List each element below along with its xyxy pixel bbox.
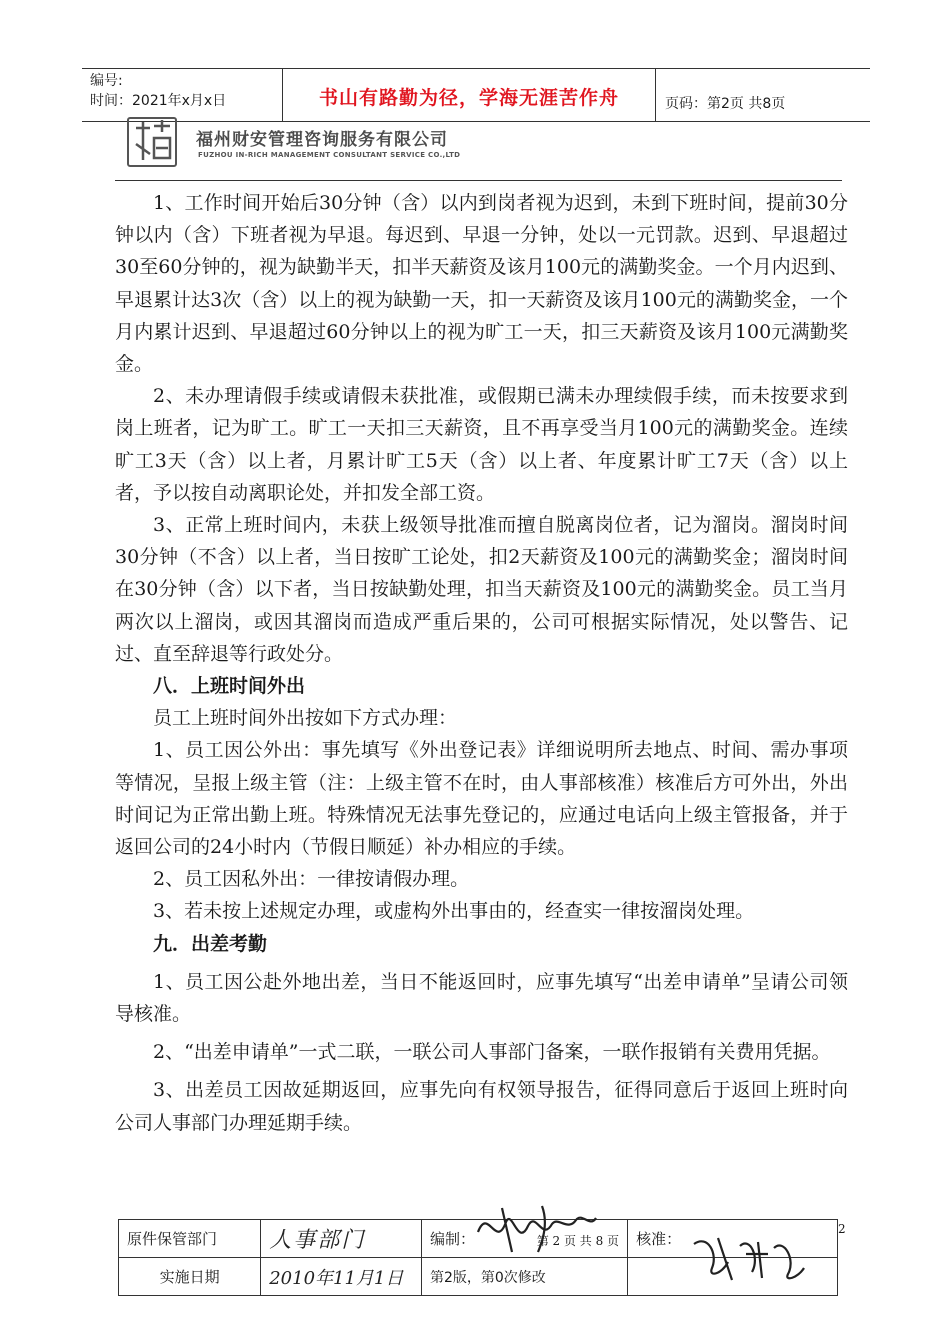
editor-signature-icon	[472, 1202, 602, 1256]
document-body	[115, 187, 848, 1139]
revision-cell	[421, 1258, 627, 1296]
approve-label: 核准：	[636, 1230, 682, 1248]
company-logo-icon	[126, 114, 178, 170]
paragraph-private-out: 2、员工因私外出：一律按请假办理。	[153, 868, 470, 891]
editor-cell	[421, 1220, 627, 1258]
header-rule	[115, 180, 842, 181]
footer-page-note: 第 2 页 共 8 页	[536, 1234, 620, 1248]
paragraph-late-early: 1、工作时间开始后30分钟（含）以内到岗者视为迟到，未到下班时间，提前30分钟以内（含）下班者视为早退。每迟到、早退一分钟，处以一元罚款。迟到、早退超过30至60分钟的，视为缺勤半天，扣半天薪资及该月100元的满勤奖金。一个月内迟到、早退累计达3次（含）以上的视为缺勤一天，扣一天薪资及该月100元的满勤奖金，一个月内累计迟到、早退超过60分钟以上的视为旷工一天，扣三天薪资及该月100元满勤奖金。	[115, 192, 848, 376]
header-page-cell	[655, 69, 870, 121]
custody-value-handwritten: 人事部门	[269, 1228, 366, 1253]
paragraph-business-trip: 1、员工因公赴外地出差，当日不能返回时，应事先填写“出差申请单”呈请公司领导核准。	[115, 970, 848, 1026]
custody-label: 原件保管部门	[119, 1220, 261, 1258]
approve-signature-icon	[688, 1224, 808, 1288]
custody-value-cell	[261, 1220, 422, 1258]
paragraph-leave-post: 3、正常上班时间内，未获上级领导批准而擅自脱离岗位者，记为溜岗。溜岗时间30分钟（不含）以上者，当日按旷工论处，扣2天薪资及100元的满勤奖金；溜岗时间在30分钟（含）以下者，当日按缺勤处理，扣当天薪资及100元的满勤奖金。员工当月两次以上溜岗，或因其溜岗而造成严重后果的，公司可根据实际情况，处以警告、记过、直至辞退等行政处分。	[115, 514, 848, 665]
date-value-handwritten: 2010年11月1日	[269, 1267, 404, 1289]
date-label: 实施日期	[119, 1258, 261, 1296]
header-table	[82, 68, 870, 122]
footer-row-1	[119, 1220, 838, 1258]
revision-text: 第2版，第0次修改	[429, 1269, 546, 1286]
page-info: 页码：第2页 共8页	[665, 96, 786, 112]
paragraph-trip-delay: 3、出差员工因故延期返回，应事先向有权领导报告，征得同意后于返回上班时向公司人事部门办理延期手续。	[115, 1079, 848, 1134]
paragraph-violation: 3、若未按上述规定办理，或虚构外出事由的，经查实一律按溜岗处理。	[153, 900, 755, 923]
motto-text: 书山有路勤为径，学海无涯苦作舟	[318, 87, 619, 109]
header-motto-cell	[282, 69, 656, 121]
company-name-en: FUZHOU IN-RICH MANAGEMENT CONSULTANT SERVICE CO.,LTD	[198, 151, 461, 159]
section-heading-8: 八．上班时间外出	[153, 675, 306, 698]
approve-cell	[628, 1220, 838, 1258]
paragraph-business-out: 1、员工因公外出：事先填写《外出登记表》详细说明所去地点、时间、需办事项等情况，呈报上级主管（注：上级主管不在时，由人事部核准）核准后方可外出，外出时间记为正常出勤上班。特殊情况无法事先登记的，应通过电话向上级主管报备，并于返回公司的24小时内（节假日顺延）补办相应的手续。	[115, 739, 848, 859]
document-time-label: 时间：2021年x月x日	[90, 93, 227, 109]
date-value-cell	[261, 1258, 422, 1296]
corner-page-number: 2	[838, 1222, 846, 1236]
section-heading-9: 九．出差考勤	[153, 932, 268, 955]
document-number-label: 编号:	[90, 73, 123, 89]
paragraph-absence: 2、未办理请假手续或请假未获批准，或假期已满未办理续假手续，而未按要求到岗上班者，记为旷工。旷工一天扣三天薪资，且不再享受当月100元的满勤奖金。连续旷工3天（含）以上者，月累计旷工5天（含）以上者、年度累计旷工7天（含）以上者，予以按自动离职论处，并扣发全部工资。	[115, 385, 848, 504]
paragraph-going-out-intro: 员工上班时间外出按如下方式办理：	[153, 707, 458, 730]
company-name-cn: 福州财安管理咨询服务有限公司	[196, 130, 448, 150]
editor-label: 编制：	[429, 1230, 475, 1248]
footer-table	[118, 1219, 838, 1296]
header-left-cell	[82, 69, 282, 121]
paragraph-trip-form: 2、“出差申请单”一式二联，一联公司人事部门备案，一联作报销有关费用凭据。	[153, 1041, 831, 1064]
